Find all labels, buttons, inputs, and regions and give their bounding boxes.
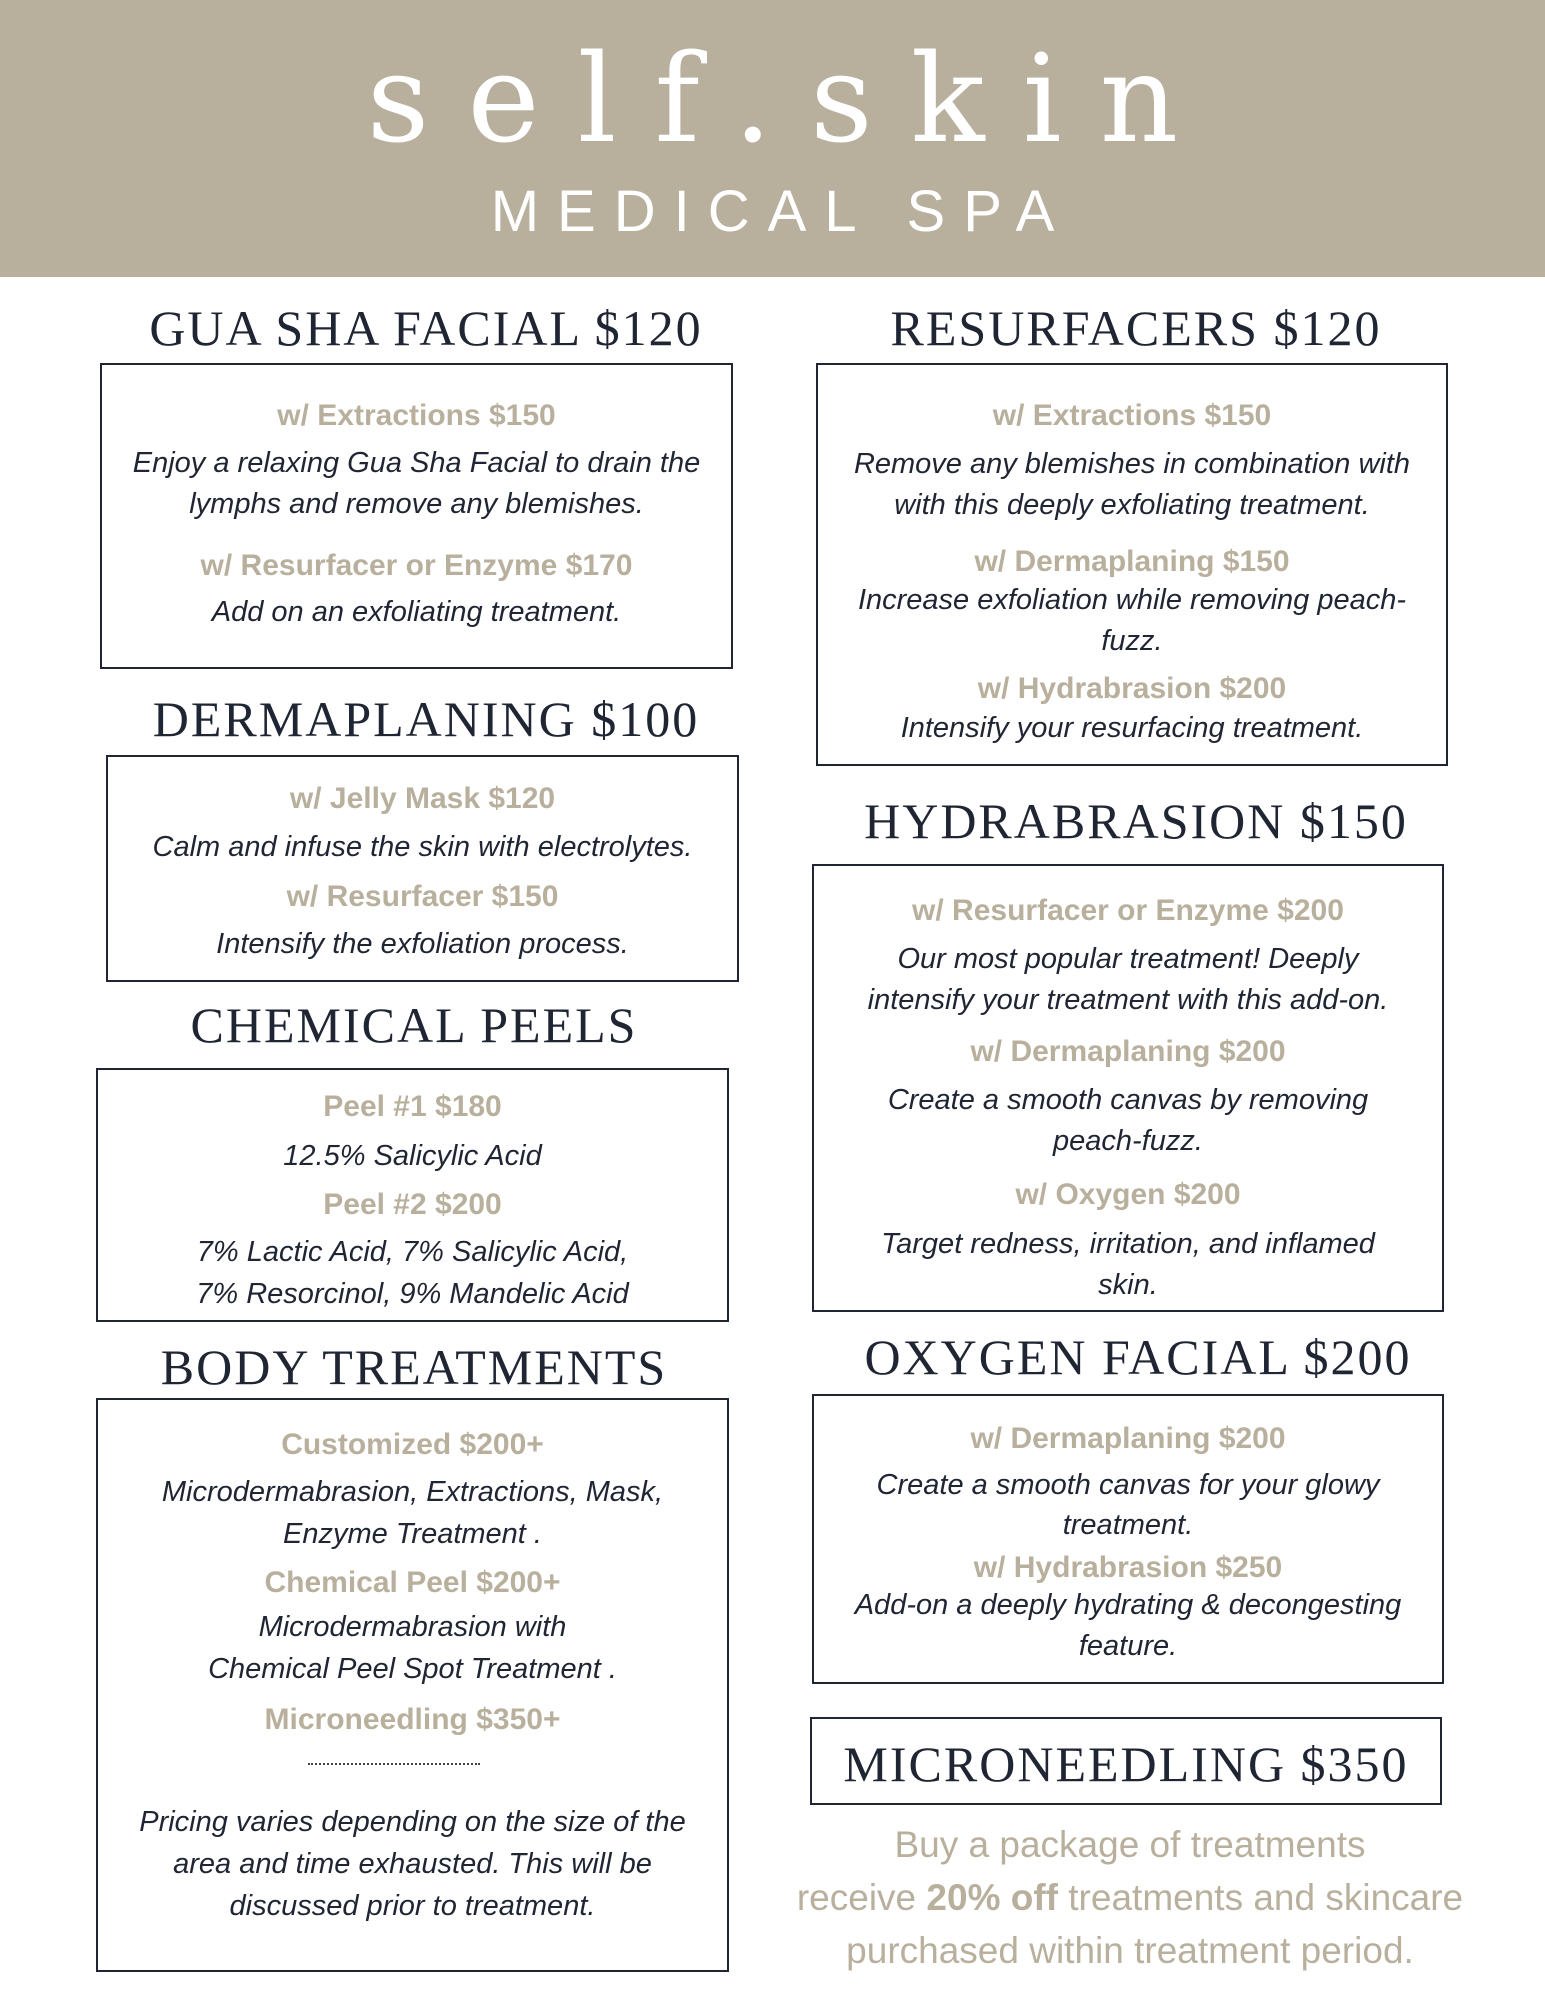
promo-line-1: Buy a package of treatments <box>894 1824 1366 1865</box>
gua-sha-desc: Enjoy a relaxing Gua Sha Facial to drain the <box>132 447 701 479</box>
body-desc: Microdermabrasion, Extractions, Mask, <box>161 1476 664 1508</box>
body-treatments-box <box>96 1398 729 1972</box>
hydrabrasion-option-oxygen: w/ Oxygen $200 <box>1015 1178 1241 1211</box>
resurfacers-desc: with this deeply exfoliating treatment. <box>894 489 1370 521</box>
dermaplaning-desc: Calm and infuse the skin with electrolytes. <box>152 831 693 863</box>
promo-line-2-pre: receive <box>796 1877 927 1918</box>
hydrabrasion-box <box>812 864 1444 1312</box>
oxygen-option-dermaplaning: w/ Dermaplaning $200 <box>970 1422 1286 1455</box>
hydrabrasion-option-resurfacer: w/ Resurfacer or Enzyme $200 <box>912 894 1344 927</box>
resurfacers-title: RESURFACERS $120 <box>890 300 1382 356</box>
hydrabrasion-desc: Target redness, irritation, and inflamed <box>881 1228 1375 1260</box>
gua-sha-title: GUA SHA FACIAL $120 <box>149 300 703 356</box>
resurfacers-box <box>816 363 1448 766</box>
peel-2-option: Peel #2 $200 <box>323 1188 502 1221</box>
gua-sha-option-extractions: w/ Extractions $150 <box>277 399 556 432</box>
promo-line-2 <box>770 1879 1490 1916</box>
dermaplaning-title: DERMAPLANING $100 <box>152 691 700 747</box>
resurfacers-option-extractions: w/ Extractions $150 <box>992 399 1272 432</box>
header-banner <box>0 0 1545 277</box>
oxygen-facial-title: OXYGEN FACIAL $200 <box>864 1329 1412 1385</box>
hydrabrasion-desc: peach-fuzz. <box>1053 1125 1203 1157</box>
body-note: Pricing varies depending on the size of the <box>139 1806 686 1838</box>
gua-sha-box <box>100 363 733 669</box>
body-option-microneedling: Microneedling $350+ <box>264 1703 561 1736</box>
body-note: area and time exhausted. This will be <box>173 1848 652 1880</box>
promo-line-3: purchased within treatment period. <box>846 1930 1414 1971</box>
oxygen-facial-box <box>812 1394 1444 1684</box>
hydrabrasion-desc: Create a smooth canvas by removing <box>887 1084 1369 1116</box>
body-desc: Chemical Peel Spot Treatment . <box>208 1653 617 1685</box>
resurfacers-option-dermaplaning: w/ Dermaplaning $150 <box>974 545 1290 578</box>
resurfacers-desc: fuzz. <box>1101 625 1163 657</box>
oxygen-desc: treatment. <box>1062 1509 1194 1541</box>
resurfacers-desc: Remove any blemishes in combination with <box>853 448 1411 480</box>
dermaplaning-box <box>106 755 739 982</box>
chemical-peels-title: CHEMICAL PEELS <box>190 997 638 1053</box>
gua-sha-desc: Add on an exfoliating treatment. <box>211 596 622 628</box>
resurfacers-desc: Intensify your resurfacing treatment. <box>900 712 1364 744</box>
hydrabrasion-desc: Our most popular treatment! Deeply <box>897 943 1359 975</box>
hydrabrasion-option-dermaplaning: w/ Dermaplaning $200 <box>970 1035 1286 1068</box>
dermaplaning-option-resurfacer: w/ Resurfacer $150 <box>286 880 559 913</box>
resurfacers-desc: Increase exfoliation while removing peach- <box>857 584 1407 616</box>
brand-subtitle: MEDICAL SPA <box>490 179 1073 244</box>
promo-discount: 20% off <box>926 1877 1058 1918</box>
resurfacers-option-hydrabrasion: w/ Hydrabrasion $200 <box>977 672 1287 705</box>
hydrabrasion-desc: intensify your treatment with this add-on. <box>867 984 1389 1016</box>
oxygen-desc: feature. <box>1078 1630 1178 1662</box>
dermaplaning-desc: Intensify the exfoliation process. <box>216 928 629 960</box>
body-option-peel: Chemical Peel $200+ <box>264 1566 561 1599</box>
body-desc: Enzyme Treatment . <box>283 1518 542 1550</box>
peel-1-desc: 12.5% Salicylic Acid <box>283 1140 542 1172</box>
microneedling-box <box>810 1717 1442 1805</box>
chemical-peels-box <box>96 1068 729 1322</box>
microneedling-title: MICRONEEDLING $350 <box>843 1736 1409 1792</box>
body-desc: Microdermabrasion with <box>258 1611 567 1643</box>
hydrabrasion-desc: skin. <box>1098 1269 1158 1301</box>
body-note: discussed prior to treatment. <box>229 1890 596 1922</box>
dermaplaning-option-jelly: w/ Jelly Mask $120 <box>289 782 556 815</box>
oxygen-option-hydrabrasion: w/ Hydrabrasion $250 <box>973 1551 1283 1584</box>
body-option-customized: Customized $200+ <box>281 1428 544 1461</box>
divider <box>308 1763 480 1765</box>
hydrabrasion-title: HYDRABRASION $150 <box>864 793 1408 849</box>
brand-logo: self.skin <box>366 28 1217 170</box>
peel-2-desc: 7% Resorcinol, 9% Mandelic Acid <box>196 1278 629 1310</box>
gua-sha-option-resurfacer: w/ Resurfacer or Enzyme $170 <box>200 549 633 582</box>
peel-2-desc: 7% Lactic Acid, 7% Salicylic Acid, <box>196 1236 629 1268</box>
body-treatments-title: BODY TREATMENTS <box>160 1339 668 1395</box>
peel-1-option: Peel #1 $180 <box>323 1090 502 1123</box>
promo-line-2-post: treatments and skincare <box>1058 1877 1464 1918</box>
gua-sha-desc: lymphs and remove any blemishes. <box>189 488 644 520</box>
oxygen-desc: Add-on a deeply hydrating & decongesting <box>854 1589 1402 1621</box>
oxygen-desc: Create a smooth canvas for your glowy <box>876 1469 1380 1501</box>
